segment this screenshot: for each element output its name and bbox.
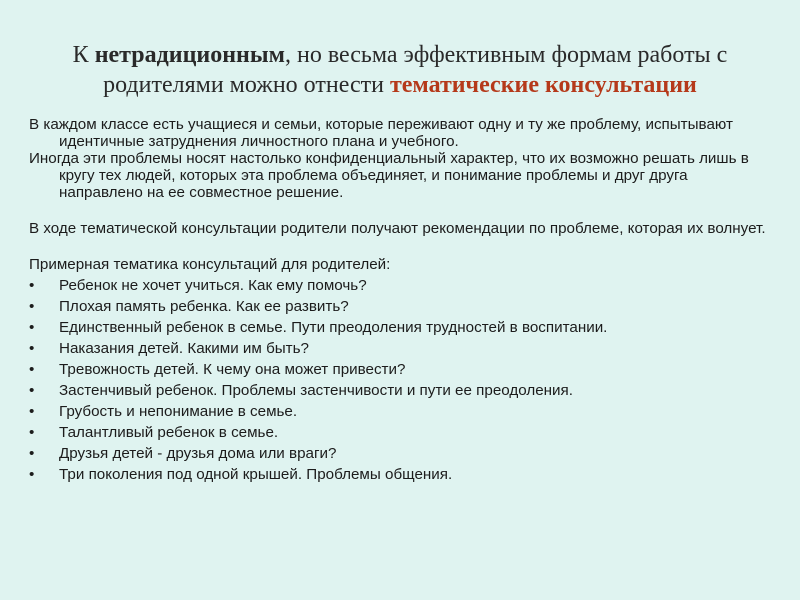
list-item-text: Единственный ребенок в семье. Пути преодоления трудностей в воспитании. bbox=[59, 319, 608, 336]
list-item bbox=[29, 275, 774, 296]
title-accent: тематические консультации bbox=[389, 72, 697, 98]
list-item-text: Грубость и непонимание в семье. bbox=[59, 403, 298, 420]
spacer bbox=[29, 237, 774, 254]
list-item-text: Тревожность детей. К чему она может привести? bbox=[59, 361, 406, 378]
list-item-text: Плохая память ребенка. Как ее развить? bbox=[59, 298, 349, 315]
list-item bbox=[29, 464, 774, 485]
list-item bbox=[29, 443, 774, 464]
list-item-text: Три поколения под одной крышей. Проблемы общения. bbox=[59, 466, 453, 483]
bullet-icon: • bbox=[29, 424, 35, 441]
bullet-icon: • bbox=[29, 319, 35, 336]
paragraph-2: Иногда эти проблемы носят настолько конфиденциальный характер, что их возможно решать лишь в кругу тех людей, которых эта проблема объединяет, и понимание проблемы и друг друга направлено на ее совместное решение. bbox=[29, 150, 749, 201]
bullet-icon: • bbox=[29, 340, 35, 357]
paragraph-1: В каждом классе есть учащиеся и семьи, которые переживают одну и ту же проблему, испытывают идентичные затруднения личностного плана и учебного. bbox=[29, 116, 733, 150]
list-intro: Примерная тематика консультаций для родителей: bbox=[29, 256, 391, 273]
list-item bbox=[29, 422, 774, 443]
slide-title bbox=[40, 40, 760, 100]
spacer bbox=[29, 201, 774, 218]
slide-body bbox=[29, 116, 774, 485]
list-item bbox=[29, 380, 774, 401]
title-emphasis: нетрадиционным bbox=[94, 42, 285, 68]
list-item bbox=[29, 317, 774, 338]
bullet-icon: • bbox=[29, 361, 35, 378]
list-item-text: Друзья детей - друзья дома или враги? bbox=[59, 445, 337, 462]
topics-list bbox=[29, 275, 774, 485]
bullet-icon: • bbox=[29, 298, 35, 315]
list-item-text: Застенчивый ребенок. Проблемы застенчивости и пути ее преодоления. bbox=[59, 382, 573, 399]
list-item-text: Ребенок не хочет учиться. Как ему помочь? bbox=[59, 277, 367, 294]
paragraph-3: В ходе тематической консультации родители получают рекомендации по проблеме, которая их волнует. bbox=[29, 220, 766, 237]
list-item bbox=[29, 401, 774, 422]
bullet-icon: • bbox=[29, 403, 35, 420]
title-part-3: , но весьма эффективным формам работы с родителями можно отнести bbox=[103, 42, 728, 98]
list-item bbox=[29, 338, 774, 359]
bullet-icon: • bbox=[29, 277, 35, 294]
list-item bbox=[29, 359, 774, 380]
list-item-text: Талантливый ребенок в семье. bbox=[59, 424, 279, 441]
list-item bbox=[29, 296, 774, 317]
bullet-icon: • bbox=[29, 445, 35, 462]
list-item-text: Наказания детей. Какими им быть? bbox=[59, 340, 309, 357]
bullet-icon: • bbox=[29, 382, 35, 399]
bullet-icon: • bbox=[29, 466, 35, 483]
title-part-1: К bbox=[72, 42, 95, 68]
